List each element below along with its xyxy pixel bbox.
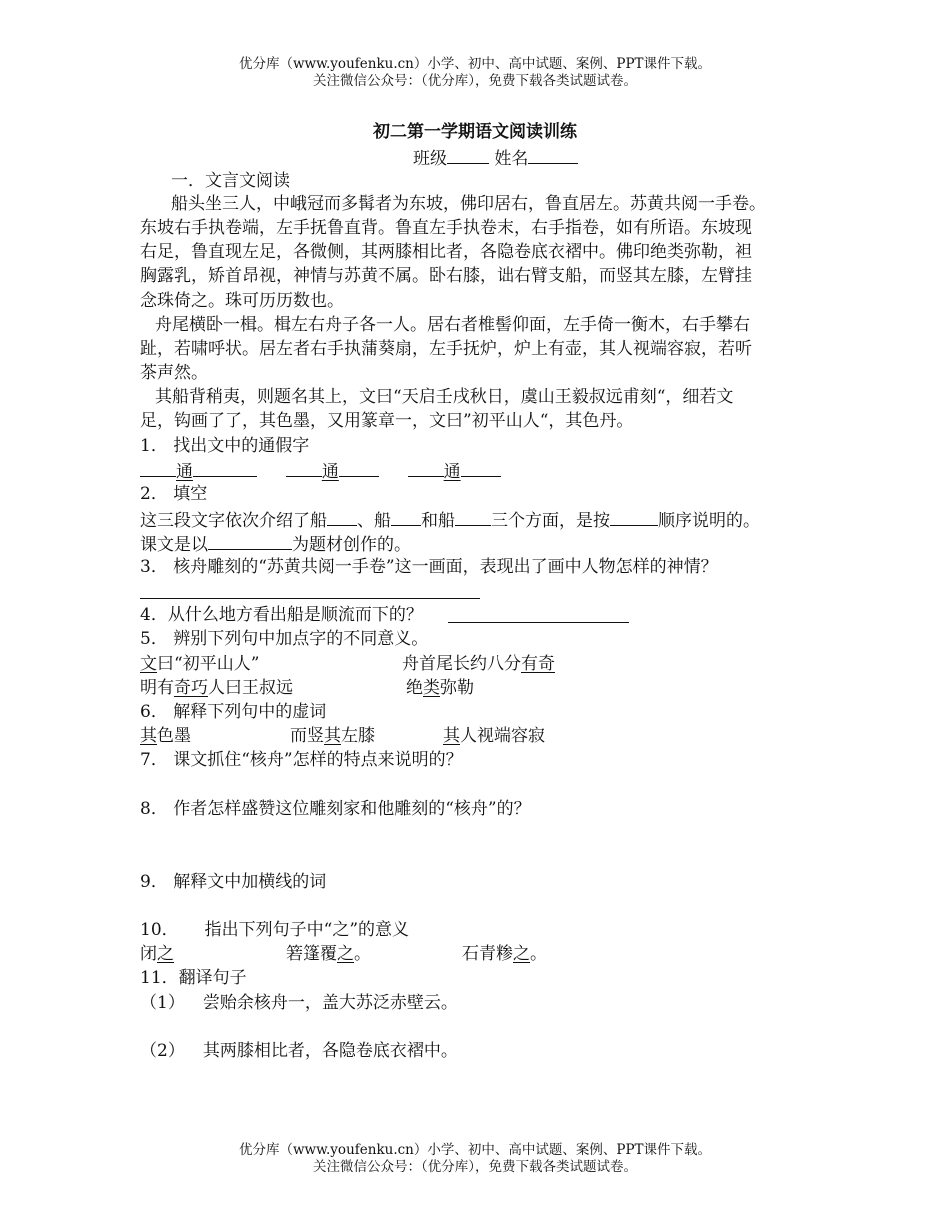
answer-line[interactable] — [448, 622, 629, 623]
question-text: 作者怎样盛赞这位雕刻家和他雕刻的“核舟”的？ — [173, 799, 531, 819]
underlined-word: 奇巧 — [174, 678, 208, 698]
question-number: 4． — [140, 605, 168, 625]
answer-blank[interactable] — [339, 459, 379, 477]
question-text: 填空 — [173, 484, 208, 504]
section-heading: 一．文言文阅读 — [171, 171, 290, 191]
footer-line-1: 优分库（www.youfenku.cn）小学、初中、高中试题、案例、PPT课件下载。 — [238, 1142, 712, 1158]
question-text: 翻译句子 — [178, 968, 247, 988]
question-text: 解释下列句中的虚词 — [173, 702, 327, 722]
item-text: 。 — [530, 944, 547, 964]
answer-blank[interactable] — [286, 459, 322, 477]
item-text: 弥勒 — [440, 678, 474, 698]
item-text: 色墨 — [157, 726, 191, 746]
question-number: 1． — [140, 436, 168, 456]
fill-blank[interactable] — [455, 508, 491, 526]
item-text: 明有 — [140, 678, 174, 698]
underlined-word: 之 — [337, 944, 354, 964]
underlined-word: 之 — [157, 944, 174, 964]
question-text: 指出下列句子中“之”的意义 — [204, 920, 410, 940]
footer-line-2: 关注微信公众号：（优分库），免费下载各类试题试卷。 — [313, 1159, 637, 1175]
q5-item-c — [140, 677, 293, 699]
question-4 — [140, 604, 423, 626]
name-label: 姓名 — [494, 149, 529, 169]
question-3 — [140, 556, 718, 578]
fill-text: 、船 — [357, 511, 391, 531]
tong-label: 通 — [321, 462, 339, 482]
item-text: 人视端容寂 — [460, 726, 545, 746]
header-line-1: 优分库（www.youfenku.cn）小学、初中、高中试题、案例、PPT课件下载。 — [238, 56, 712, 72]
fill-blank[interactable] — [391, 508, 421, 526]
fill-blank[interactable] — [327, 508, 357, 526]
fill-text: 为题材创作的。 — [292, 535, 411, 555]
passage-line: 舟尾横卧一楫。楫左右舟子各一人。居右者椎髻仰面，左手倚一衡木，右手攀右 — [155, 315, 750, 335]
q5-item-b — [402, 653, 555, 675]
fill-text: 课文是以 — [140, 535, 208, 555]
q11-sentence-2 — [140, 1040, 458, 1062]
question-text: 核舟雕刻的“苏黄共阅一手卷”这一画面，表现出了画中人物怎样的神情？ — [173, 557, 718, 577]
question-8 — [140, 798, 531, 820]
q10-item-a — [140, 943, 174, 965]
question-number: 8． — [140, 799, 168, 819]
item-text: 舟首尾长约八分 — [402, 654, 521, 674]
header-line-2: 关注微信公众号：（优分库），免费下载各类试题试卷。 — [313, 73, 637, 89]
q6-item-a — [140, 725, 191, 747]
underlined-word: 有奇 — [521, 654, 555, 674]
answer-blank[interactable] — [193, 459, 257, 477]
fill-text: 顺序说明的。 — [658, 511, 760, 531]
item-text: 左膝 — [341, 726, 375, 746]
q1-answer-line — [140, 459, 501, 483]
underlined-word: 其 — [443, 726, 460, 746]
passage-line: 右足，鲁直现左足，各微侧，其两膝相比者，各隐卷底衣褶中。佛印绝类弥勒，袒 — [140, 242, 752, 262]
sentence-number: （2） — [140, 1041, 185, 1061]
passage-line: 念珠倚之。珠可历历数也。 — [140, 291, 344, 311]
question-2 — [140, 483, 207, 505]
fill-text: 和船 — [421, 511, 455, 531]
passage-line: 其船背稍夷，则题名其上，文曰“天启壬戌秋日，虞山王毅叔远甫刻“，细若文 — [155, 387, 734, 407]
fill-blank[interactable] — [208, 532, 292, 550]
class-label: 班级 — [413, 149, 447, 169]
passage-line: 东坡右手执卷端，左手抚鲁直背。鲁直左手执卷末，右手指卷，如有所语。东坡现 — [140, 218, 752, 238]
item-text: 。 — [354, 944, 371, 964]
question-number: 7． — [140, 750, 168, 770]
question-text: 找出文中的通假字 — [173, 436, 310, 456]
question-number: 5． — [140, 629, 168, 649]
answer-blank[interactable] — [408, 459, 444, 477]
q6-item-c — [443, 725, 545, 747]
item-text: 绝 — [406, 678, 423, 698]
question-10 — [140, 919, 409, 941]
item-text: 石青糁 — [462, 944, 513, 964]
item-text: 曰“初平山人” — [157, 654, 260, 674]
passage-line: 茶声然。 — [140, 363, 208, 383]
item-text: 人曰王叔远 — [208, 678, 293, 698]
tong-label: 通 — [176, 462, 193, 482]
q5-item-a — [140, 653, 259, 675]
item-text: 箬篷覆 — [286, 944, 337, 964]
question-text: 解释文中加横线的词 — [173, 872, 327, 892]
question-number: 10． — [140, 920, 179, 940]
passage-line: 足，钩画了了，其色墨，又用篆章一，文曰”初平山人“，其色丹。 — [140, 411, 634, 431]
sentence-text: 尝贻余核舟一，盖大苏泛赤壁云。 — [202, 993, 458, 1013]
underlined-word: 其 — [324, 726, 341, 746]
question-text: 辨别下列句中加点字的不同意义。 — [173, 629, 429, 649]
q10-item-c — [462, 943, 547, 965]
question-5 — [140, 628, 428, 650]
item-text: 而竖 — [290, 726, 324, 746]
passage-line: 船头坐三人，中峨冠而多髯者为东坡，佛印居右，鲁直居左。苏黄共阅一手卷。 — [171, 194, 766, 214]
sentence-text: 其两膝相比者，各隐卷底衣褶中。 — [202, 1041, 458, 1061]
q10-item-b — [286, 943, 371, 965]
fill-text: 这三段文字依次介绍了船 — [140, 511, 327, 531]
answer-blank[interactable] — [140, 459, 176, 477]
q5-item-d — [406, 677, 474, 699]
page-title: 初二第一学期语文阅读训练 — [373, 122, 577, 142]
q6-item-b — [290, 725, 375, 747]
question-1 — [140, 435, 309, 457]
fill-text: 三个方面，是按 — [491, 511, 610, 531]
question-number: 3． — [140, 557, 168, 577]
name-blank — [528, 146, 578, 164]
question-text: 从什么地方看出船是顺流而下的？ — [167, 605, 423, 625]
question-number: 9． — [140, 872, 168, 892]
question-number: 6． — [140, 702, 168, 722]
question-11 — [140, 967, 247, 989]
underlined-word: 其 — [140, 726, 157, 746]
underlined-word: 文 — [140, 654, 157, 674]
question-9 — [140, 871, 326, 893]
question-7 — [140, 749, 463, 771]
class-name-line — [413, 146, 578, 170]
answer-line[interactable] — [140, 598, 480, 599]
sentence-number: （1） — [140, 993, 185, 1013]
question-6 — [140, 701, 326, 723]
class-blank — [447, 146, 489, 164]
item-text: 闭 — [140, 944, 157, 964]
passage-line: 趾，若啸呼状。居左者右手执蒲葵扇，左手抚炉，炉上有壶，其人视端容寂，若听 — [140, 339, 752, 359]
tong-label: 通 — [443, 462, 461, 482]
question-number: 11． — [140, 968, 179, 988]
question-text: 课文抓住“核舟”怎样的特点来说明的？ — [173, 750, 463, 770]
answer-blank[interactable] — [461, 459, 501, 477]
passage-line: 胸露乳，矫首昂视，神情与苏黄不属。卧右膝，诎右臂支船，而竖其左膝，左臂挂 — [140, 266, 752, 286]
underlined-word: 类 — [423, 678, 440, 698]
q2-fill-line-1 — [140, 508, 760, 532]
question-number: 2． — [140, 484, 168, 504]
fill-blank[interactable] — [610, 508, 658, 526]
q2-fill-line-2 — [140, 532, 411, 556]
q11-sentence-1 — [140, 992, 458, 1014]
underlined-word: 之 — [513, 944, 530, 964]
